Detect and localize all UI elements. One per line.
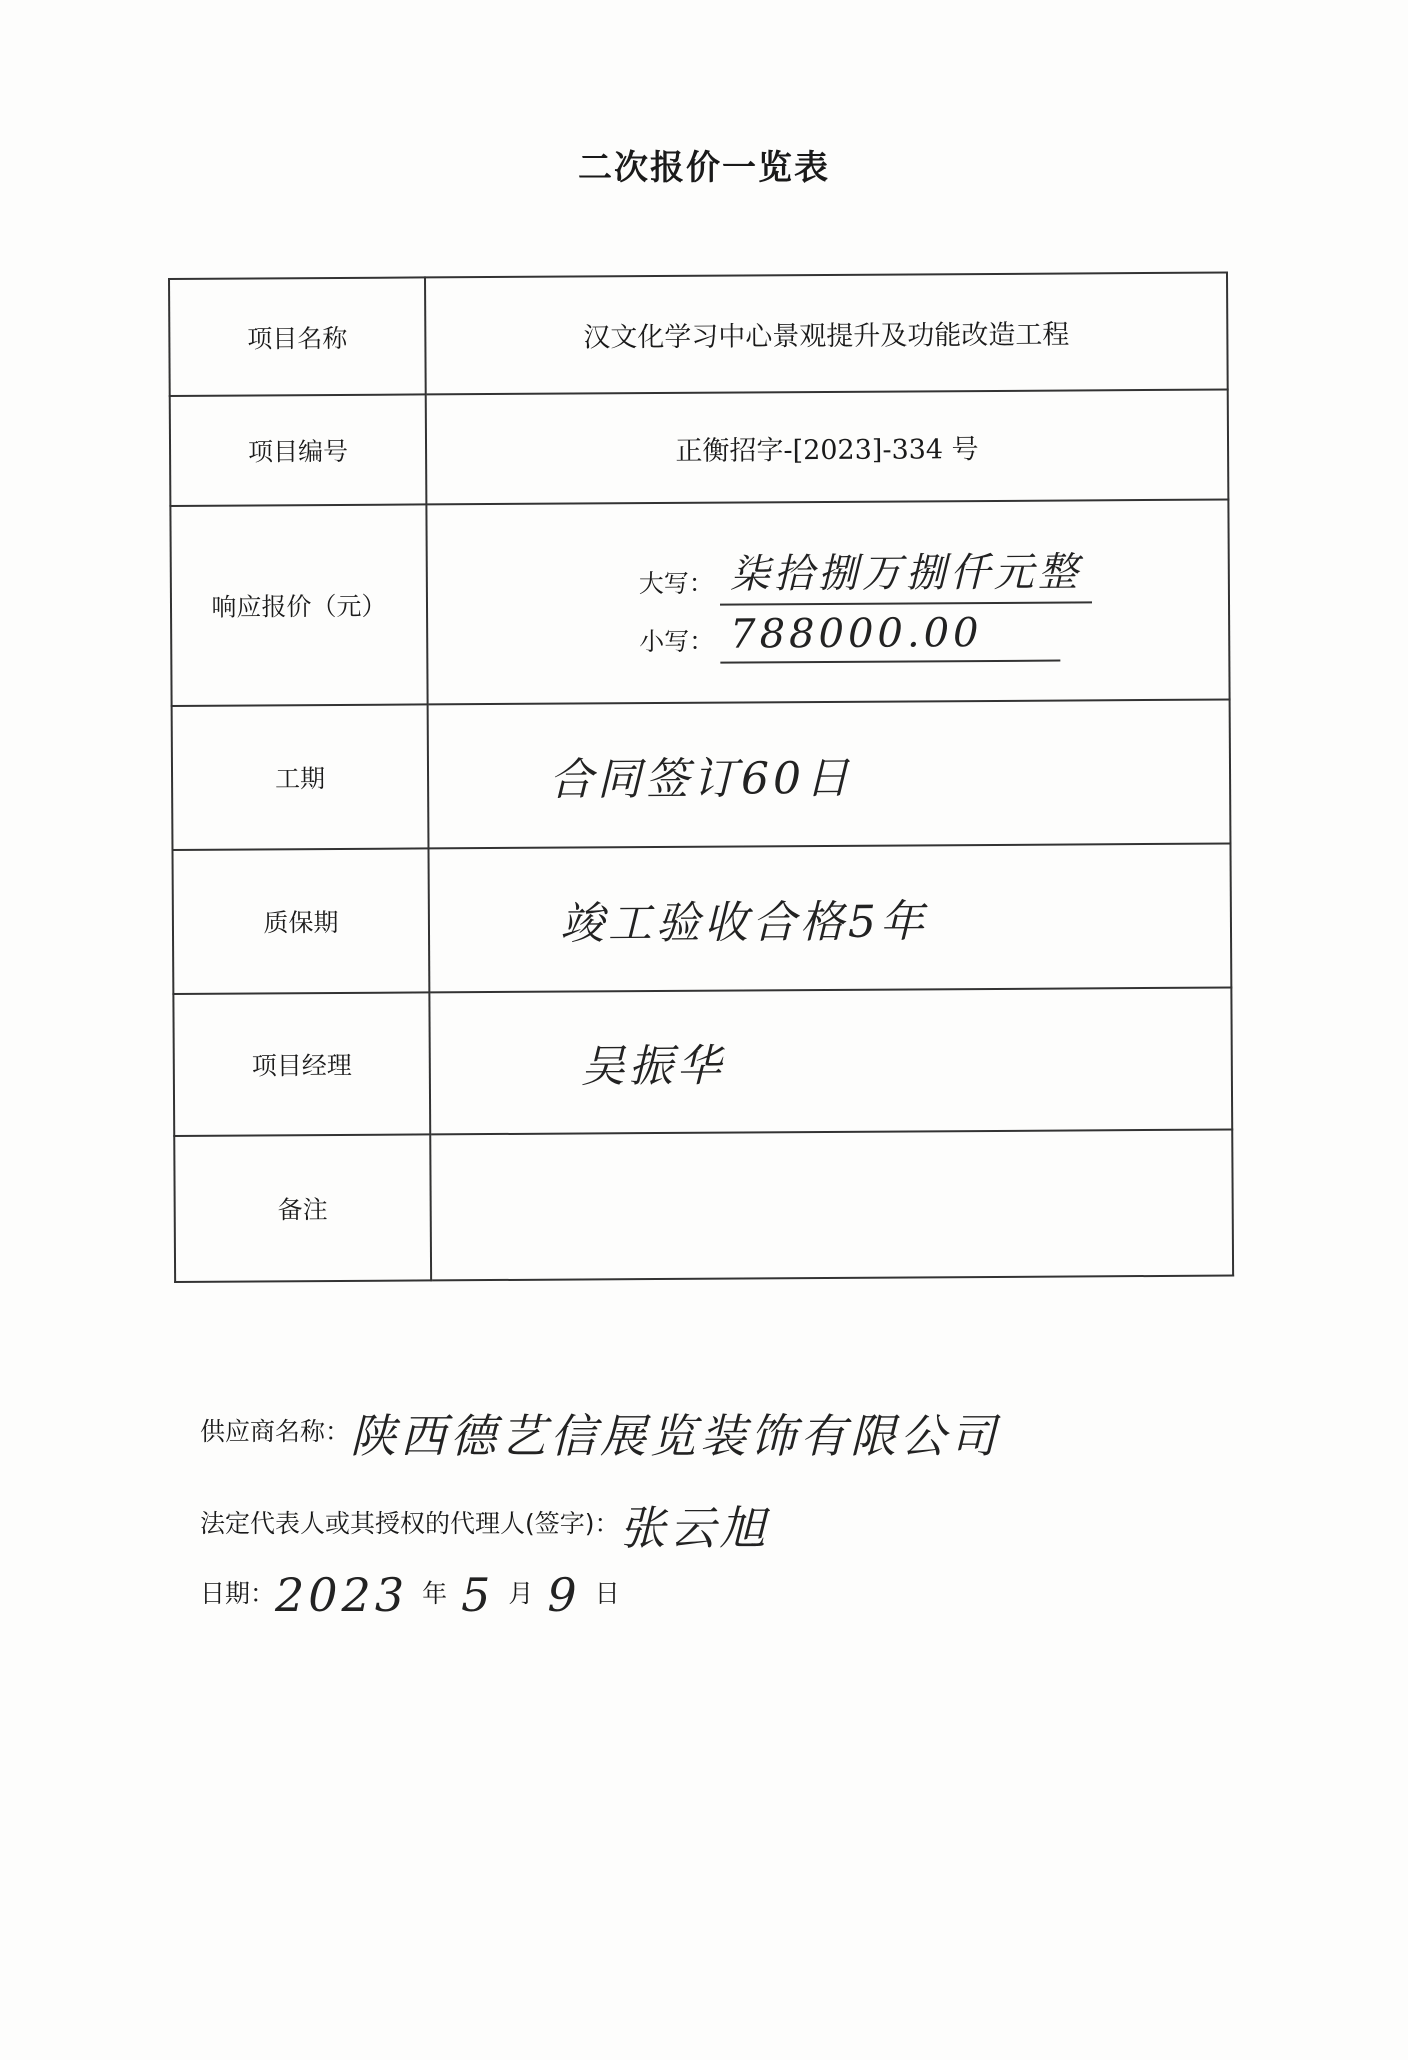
table-row-price xyxy=(170,500,1229,706)
representative-line xyxy=(200,1492,770,1558)
date-label: 日期： xyxy=(200,1579,276,1608)
date-day-unit: 日 xyxy=(594,1579,620,1608)
table-row-duration xyxy=(172,700,1231,850)
table-row-project-name xyxy=(169,273,1228,396)
project-number-value: 正衡招字-[2023]-334 号 xyxy=(426,390,1229,505)
date-month: 5 xyxy=(461,1568,495,1622)
duration-label: 工期 xyxy=(172,704,429,850)
price-lower-line xyxy=(429,608,1227,665)
table-row-warranty xyxy=(172,844,1231,994)
price-label: 响应报价（元） xyxy=(170,504,427,706)
date-month-unit: 月 xyxy=(508,1579,534,1608)
project-name-value: 汉文化学习中心景观提升及功能改造工程 xyxy=(425,273,1228,395)
warranty-cell xyxy=(428,844,1231,993)
supplier-value: 陕西德艺信展览装饰有限公司 xyxy=(350,1409,1001,1463)
quotation-table xyxy=(168,272,1234,1283)
remarks-label: 备注 xyxy=(174,1134,431,1282)
manager-value: 吴振华 xyxy=(580,1040,725,1093)
price-upper-label: 大写： xyxy=(638,568,714,598)
price-lower-label: 小写： xyxy=(639,626,715,656)
supplier-line xyxy=(200,1400,1000,1466)
table-row-project-number xyxy=(170,390,1229,506)
project-number-label: 项目编号 xyxy=(170,394,427,506)
supplier-label: 供应商名称： xyxy=(200,1417,351,1446)
price-cell xyxy=(426,500,1229,705)
manager-cell xyxy=(429,988,1232,1135)
price-upper-line xyxy=(429,539,1227,607)
duration-value: 合同签订60日 xyxy=(548,752,854,806)
table-row-remarks xyxy=(174,1130,1233,1282)
representative-label: 法定代表人或其授权的代理人(签字)： xyxy=(200,1509,620,1538)
page-title: 二次报价一览表 xyxy=(578,148,830,188)
warranty-value: 竣工验收合格5年 xyxy=(559,896,929,950)
date-line xyxy=(200,1568,634,1622)
representative-signature: 张云旭 xyxy=(619,1501,770,1555)
remarks-value xyxy=(430,1130,1233,1281)
date-year-unit: 年 xyxy=(422,1579,448,1608)
manager-label: 项目经理 xyxy=(173,992,430,1136)
warranty-label: 质保期 xyxy=(172,848,429,994)
date-year: 2023 xyxy=(275,1568,409,1622)
date-day: 9 xyxy=(547,1568,581,1622)
price-upper-value: 柒拾捌万捌仟元整 xyxy=(720,540,1092,605)
price-lower-value: 788000.00 xyxy=(720,609,1060,663)
duration-cell xyxy=(428,700,1231,849)
table-row-manager xyxy=(173,988,1232,1136)
project-name-label: 项目名称 xyxy=(169,277,426,396)
